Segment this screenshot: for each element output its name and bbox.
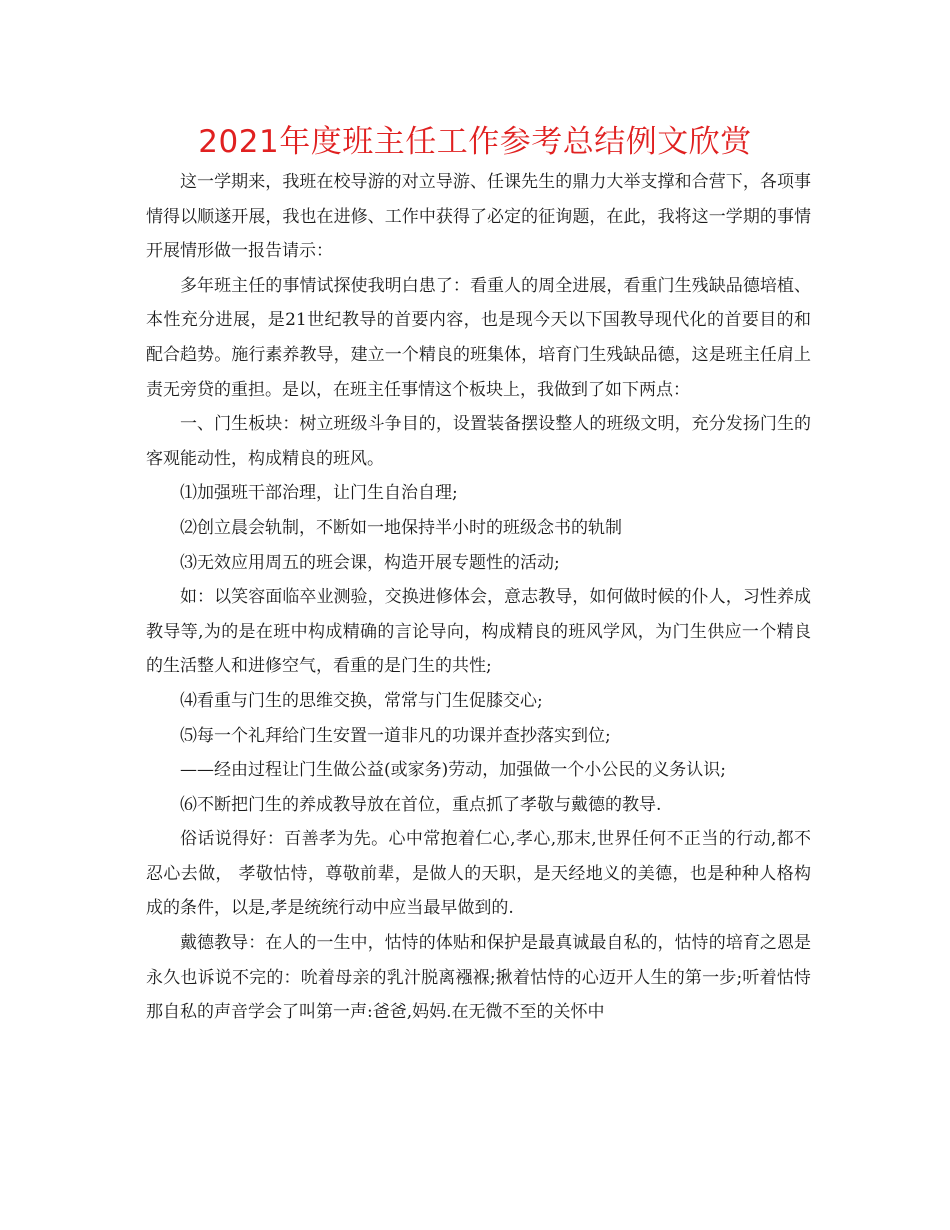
paragraph: ——经由过程让门生做公益(或家务)劳动，加强做一个小公民的义务认识; xyxy=(180,760,726,781)
paragraph: ⑸每一个礼拜给门生安置一道非凡的功课并查抄落实到位; xyxy=(180,725,611,746)
paragraph: 多年班主任的事情试探使我明白患了：看重人的周全进展，看重门生残缺品德培植、本性充分进展，是21世纪教导的首要内容，也是现今天以下国教导现代化的首要目的和配合趋势。施行素养教导，建立一个精良的班集体，培育门生残缺品德，这是班主任肩上责无旁贷的重担。是以，在班主任事情这个板块上，我做到了如下两点： xyxy=(146,275,811,400)
paragraph: 俗话说得好：百善孝为先。心中常抱着仁心,孝心,那末,世界任何不正当的行动,都不忍心去做， 孝敬怙恃，尊敬前辈，是做人的天职，是天经地义的美德，也是种种人格构成的条件，以是,孝是统统行动中应当最早做到的. xyxy=(146,829,811,919)
paragraph: ⑵创立晨会轨制，不断如一地保持半小时的班级念书的轨制 xyxy=(180,517,622,538)
document-body xyxy=(146,165,811,1030)
paragraph: 一、门生板块：树立班级斗争目的，设置装备摆设整人的班级文明，充分发扬门生的客观能动性，构成精良的班风。 xyxy=(146,414,811,469)
paragraph: ⑹不断把门生的养成教导放在首位，重点抓了孝敬与戴德的教导. xyxy=(180,794,662,815)
paragraph: 戴德教导：在人的一生中，怙恃的体贴和保护是最真诚最自私的，怙恃的培育之恩是永久也诉说不完的：吮着母亲的乳汁脱离襁褓;揪着怙恃的心迈开人生的第一步;听着怙恃那自私的声音学会了叫第一声:爸爸,妈妈.在无微不至的关怀中 xyxy=(146,933,811,1023)
document-title: 2021年度班主任工作参考总结例文欣赏 xyxy=(198,124,752,160)
paragraph: ⑶无效应用周五的班会课，构造开展专题性的活动; xyxy=(180,552,560,573)
paragraph: 这一学期来，我班在校导游的对立导游、任课先生的鼎力大举支撑和合营下，各项事情得以顺遂开展，我也在进修、工作中获得了必定的征询题，在此，我将这一学期的事情开展情形做一报告请示： xyxy=(146,172,811,262)
paragraph: ⑴加强班干部治理，让门生自治自理; xyxy=(180,483,458,504)
paragraph: 如：以笑容面临卒业测验，交换进修体会，意志教导，如何做时候的仆人，习性养成教导等,为的是在班中构成精确的言论导向，构成精良的班风学风，为门生供应一个精良的生活整人和进修空气，看重的是门生的共性; xyxy=(146,587,811,677)
paragraph: ⑷看重与门生的思维交换，常常与门生促膝交心; xyxy=(180,690,543,711)
